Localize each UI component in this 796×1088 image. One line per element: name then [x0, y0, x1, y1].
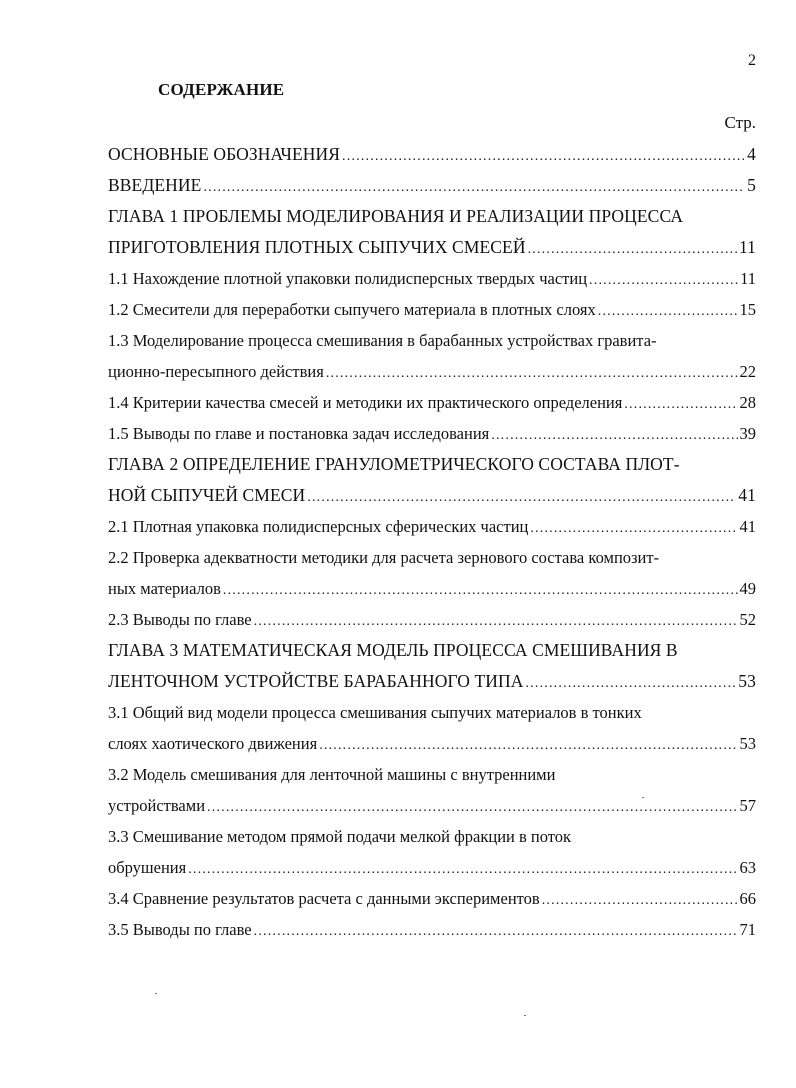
toc-entry-text: ВВЕДЕНИЕ — [108, 175, 202, 195]
toc-page-number: 4 — [747, 144, 756, 164]
toc-page-number: 11 — [738, 237, 756, 257]
toc-entry-text: 2.1 Плотная упаковка полидисперсных сферических частиц — [108, 517, 529, 536]
toc-section-entry — [108, 821, 756, 883]
toc-entry-text: 1.4 Критерии качества смесей и методики их практического определения — [108, 393, 623, 412]
toc-line — [108, 294, 756, 325]
toc-section-entry — [108, 294, 756, 325]
scan-speck — [155, 993, 157, 994]
dot-leader — [307, 482, 736, 513]
dot-leader — [326, 358, 738, 389]
dot-leader — [254, 606, 738, 637]
toc-section-entry — [108, 387, 756, 418]
toc-line — [108, 480, 756, 511]
toc-page-number: 57 — [739, 796, 756, 815]
toc-line — [108, 604, 756, 635]
toc-page-number: 53 — [739, 734, 756, 753]
toc-section-entry — [108, 418, 756, 449]
toc-line — [108, 356, 756, 387]
page-column-label: Стр. — [724, 113, 756, 132]
toc-line — [108, 728, 756, 759]
toc-entry-text: 1.5 Выводы по главе и постановка задач исследования — [108, 424, 490, 443]
dot-leader — [491, 420, 737, 451]
toc-line — [108, 635, 756, 666]
dot-leader — [207, 792, 737, 823]
toc-page-number: 63 — [739, 858, 756, 877]
dot-leader — [525, 668, 736, 699]
toc-page-number: 49 — [739, 579, 756, 598]
toc-section-entry — [108, 542, 756, 604]
scan-speck — [524, 1015, 526, 1016]
toc-chapter-entry — [108, 139, 756, 170]
toc-page-number: 52 — [739, 610, 756, 629]
toc-line — [108, 914, 756, 945]
toc-section-entry — [108, 325, 756, 387]
toc-line — [108, 511, 756, 542]
toc-page-number: 41 — [738, 485, 756, 505]
dot-leader — [589, 265, 738, 296]
toc-entry-text: ГЛАВА 3 МАТЕМАТИЧЕСКАЯ МОДЕЛЬ ПРОЦЕССА СМЕШИВАНИЯ В — [108, 640, 678, 660]
toc-entry-text: 1.3 Моделирование процесса смешивания в барабанных устройствах гравита- — [108, 331, 657, 350]
toc-line — [108, 542, 756, 573]
toc-entry-text: НОЙ СЫПУЧЕЙ СМЕСИ — [108, 485, 306, 505]
toc-section-entry — [108, 263, 756, 294]
toc-entry-text: 1.2 Смесители для переработки сыпучего материала в плотных слоях — [108, 300, 596, 319]
dot-leader — [342, 141, 744, 172]
page-title: СОДЕРЖАНИЕ — [158, 80, 285, 99]
toc-section-entry — [108, 697, 756, 759]
dot-leader — [254, 916, 738, 947]
toc-line — [108, 759, 756, 790]
dot-leader — [624, 389, 737, 420]
toc-line — [108, 263, 756, 294]
toc-entry-text: 3.3 Смешивание методом прямой подачи мелкой фракции в поток — [108, 827, 572, 846]
toc-entry-text: слоях хаотического движения — [108, 734, 318, 753]
toc-page-number: 28 — [739, 393, 756, 412]
dot-leader — [528, 234, 737, 265]
toc-page-number: 39 — [739, 424, 756, 443]
toc-line — [108, 449, 756, 480]
dot-leader — [319, 730, 737, 761]
toc-line — [108, 418, 756, 449]
toc-line — [108, 821, 756, 852]
toc-page-number: 53 — [738, 671, 756, 691]
toc-page-number: 41 — [739, 517, 756, 536]
toc-line — [108, 697, 756, 728]
toc-line — [108, 573, 756, 604]
toc-entry-text: ГЛАВА 1 ПРОБЛЕМЫ МОДЕЛИРОВАНИЯ И РЕАЛИЗАЦИИ ПРОЦЕССА — [108, 206, 684, 226]
toc-page-number: 71 — [739, 920, 756, 939]
toc-entry-text: ОСНОВНЫЕ ОБОЗНАЧЕНИЯ — [108, 144, 341, 164]
toc-line — [108, 666, 756, 697]
toc-page-number: 15 — [739, 300, 756, 319]
toc-entry-text: 2.2 Проверка адекватности методики для расчета зернового состава композит- — [108, 548, 660, 567]
toc-line — [108, 170, 756, 201]
toc-entry-text: ционно-пересыпного действия — [108, 362, 324, 381]
toc-line — [108, 387, 756, 418]
dot-leader — [188, 854, 737, 885]
dot-leader — [203, 172, 744, 203]
toc-line — [108, 201, 756, 232]
toc-line — [108, 883, 756, 914]
toc-entry-text: устройствами — [108, 796, 206, 815]
toc-section-entry — [108, 914, 756, 945]
toc-entry-text: 3.4 Сравнение результатов расчета с данными экспериментов — [108, 889, 540, 908]
toc-entry-text: 3.5 Выводы по главе — [108, 920, 252, 939]
dot-leader — [530, 513, 737, 544]
toc-entry-text: 3.2 Модель смешивания для ленточной машины с внутренними — [108, 765, 556, 784]
table-of-contents — [108, 139, 756, 945]
toc-entry-text: 2.3 Выводы по главе — [108, 610, 252, 629]
toc-page-number: 66 — [739, 889, 756, 908]
toc-entry-text: 3.1 Общий вид модели процесса смешивания сыпучих материалов в тонких — [108, 703, 642, 722]
toc-page-number: 22 — [739, 362, 756, 381]
toc-section-entry — [108, 604, 756, 635]
toc-entry-text: ПРИГОТОВЛЕНИЯ ПЛОТНЫХ СЫПУЧИХ СМЕСЕЙ — [108, 237, 526, 257]
toc-page-number: 5 — [747, 175, 756, 195]
dot-leader — [223, 575, 738, 606]
toc-chapter-entry — [108, 635, 756, 697]
toc-line — [108, 325, 756, 356]
toc-chapter-entry — [108, 449, 756, 511]
toc-entry-text: ЛЕНТОЧНОМ УСТРОЙСТВЕ БАРАБАННОГО ТИПА — [108, 671, 524, 691]
toc-section-entry — [108, 511, 756, 542]
toc-entry-text: 1.1 Нахождение плотной упаковки полидисперсных твердых частиц — [108, 269, 588, 288]
toc-entry-text: ГЛАВА 2 ОПРЕДЕЛЕНИЕ ГРАНУЛОМЕТРИЧЕСКОГО СОСТАВА ПЛОТ- — [108, 454, 680, 474]
toc-line — [108, 139, 756, 170]
toc-section-entry — [108, 759, 756, 821]
toc-chapter-entry — [108, 170, 756, 201]
toc-entry-text: ных материалов — [108, 579, 221, 598]
toc-chapter-entry — [108, 201, 756, 263]
toc-entry-text: обрушения — [108, 858, 187, 877]
toc-line — [108, 790, 756, 821]
toc-line — [108, 232, 756, 263]
dot-leader — [542, 885, 738, 916]
scan-speck — [642, 797, 644, 798]
dot-leader — [598, 296, 738, 327]
page-number: 2 — [748, 52, 756, 69]
toc-section-entry — [108, 883, 756, 914]
toc-line — [108, 852, 756, 883]
toc-page-number: 11 — [740, 269, 756, 288]
